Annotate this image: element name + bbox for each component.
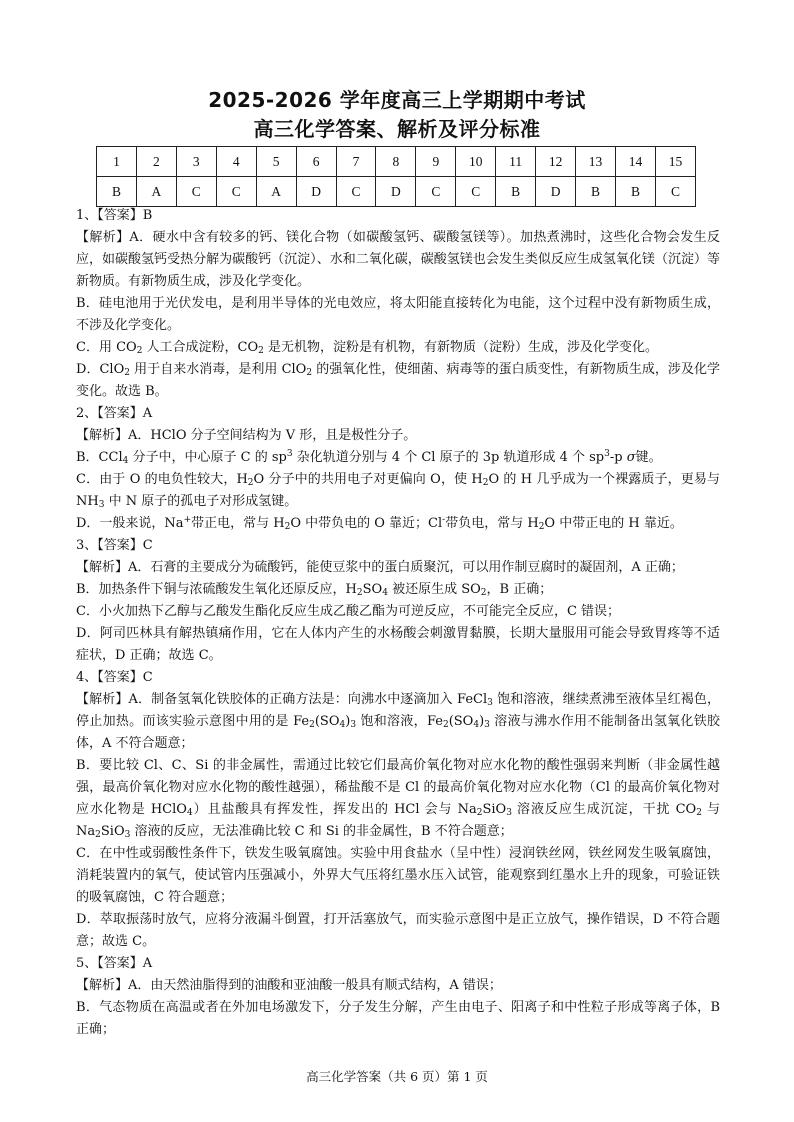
explanation-paragraph: D．萃取振荡时放气，应将分液漏斗倒置，打开活塞放气，而实验示意图中是正立放气，操作错误，D 不符合题意；故选 C。 (76, 912, 720, 949)
explanation-body (76, 205, 720, 1041)
answer-heading: 4、【答案】C (76, 670, 153, 685)
question-number-row (97, 147, 696, 177)
answer-cell: C (655, 177, 695, 207)
question-number-cell: 14 (615, 147, 655, 177)
answer-cell: B (97, 177, 137, 207)
answer-heading: 1、【答案】B (76, 208, 153, 223)
explanation-paragraph: D．阿司匹林具有解热镇痛作用，它在人体内产生的水杨酸会刺激胃黏膜，长期大量服用可能会导致胃疼等不适症状，D 正确；故选 C。 (76, 626, 720, 663)
explanation-paragraph: B．要比较 Cl、C、Si 的非金属性，需通过比较它们最高价氧化物对应水化物的酸性强弱来判断（非金属性越强，最高价氧化物对应水化物的酸性越强），稀盐酸不是 Cl 的最高价氧化物对应水化物（Cl 的最高价氧化物对应水化物是 HClO$_4$）且盐酸具有挥发性，挥发出的 HCl 会与 $Na_2SiO_3$ 溶液反应生成沉淀，干扰 $CO_2$ 与 $Na_2SiO_3$ 溶液的反应，无法准确比较 C 和 Si 的非金属性，B 不符合题意； (76, 758, 721, 840)
document-title: 2025-2026 学年度高三上学期期中考试 (208, 88, 586, 112)
answer-cell: B (496, 177, 536, 207)
question-number-cell: 13 (576, 147, 616, 177)
question-number-cell: 12 (536, 147, 576, 177)
answer-cell: C (176, 177, 216, 207)
explanation-paragraph: 【解析】A．HClO 分子空间结构为 V 形，且是极性分子。 (76, 428, 417, 443)
answer-heading: 2、【答案】A (76, 406, 153, 421)
answer-row (97, 177, 696, 207)
question-number-cell: 7 (336, 147, 376, 177)
question-number-cell: 11 (496, 147, 536, 177)
explanation-paragraph: D．ClO$_2$ 用于自来水消毒，是利用 ClO$_2$ 的强氧化性，使细菌、病毒等的蛋白质变性，有新物质生成，涉及化学变化。故选 B。 (76, 362, 721, 399)
explanation-paragraph: C．小火加热下乙醇与乙酸发生酯化反应生成乙酸乙酯为可逆反应，不可能完全反应，C 错误； (76, 604, 621, 619)
explanation-paragraph: D．一般来说，Na+带正电，常与 $H_2O$ 中带负电的 O 靠近；Cl-带负电，常与 $H_2O$ 中带正电的 H 靠近。 (76, 515, 683, 532)
explanation-paragraph: 【解析】A．硬水中含有较多的钙、镁化合物（如碳酸氢钙、碳酸氢镁等）。加热煮沸时，这些化合物会发生反应，如碳酸氢钙受热分解为碳酸钙（沉淀）、水和二氧化碳，碳酸氢镁也会发生类似反应生成氢氧化镁（沉淀）等新物质。有新物质生成，涉及化学变化。 (76, 230, 720, 289)
answer-cell: D (296, 177, 336, 207)
question-number-cell: 6 (296, 147, 336, 177)
answer-cell: C (216, 177, 256, 207)
document-subtitle: 高三化学答案、解析及评分标准 (253, 117, 541, 141)
explanation-paragraph: B．气态物质在高温或者在外加电场激发下，分子发生分解，产生由电子、阳离子和中性粒子形成等离子体，B 正确； (76, 1000, 720, 1037)
answer-cell: C (456, 177, 496, 207)
explanation-paragraph: C．用 $CO_2$ 人工合成淀粉，$CO_2$ 是无机物，淀粉是有机物，有新物质（淀粉）生成，涉及化学变化。 (76, 340, 659, 356)
explanation-paragraph: C．在中性或弱酸性条件下，铁发生吸氧腐蚀。实验中用食盐水（呈中性）浸润铁丝网，铁丝网发生吸氧腐蚀，消耗装置内的氧气，使试管内压强减小，外界大气压将红墨水压入试管，能观察到红墨水上升的现象，可验证铁的吸氧腐蚀，C 符合题意； (76, 846, 720, 905)
answer-cell: D (376, 177, 416, 207)
explanation-paragraph: B．加热条件下铜与浓硫酸发生氧化还原反应，$H_2SO_4$ 被还原生成 $SO_2$，B 正确； (76, 582, 553, 598)
explanation-paragraph: 【解析】A．石膏的主要成分为硫酸钙，能使豆浆中的蛋白质聚沉，可以用作制豆腐时的凝固剂，A 正确； (76, 560, 684, 575)
question-number-cell: 2 (136, 147, 176, 177)
question-number-cell: 3 (176, 147, 216, 177)
question-number-cell: 10 (456, 147, 496, 177)
answer-cell: B (615, 177, 655, 207)
question-number-cell: 15 (655, 147, 695, 177)
question-number-cell: 4 (216, 147, 256, 177)
answer-cell: A (256, 177, 296, 207)
explanation-paragraph: 【解析】A．制备氢氧化铁胶体的正确方法是：向沸水中逐滴加入 FeCl$_3$ 饱和溶液，继续煮沸至液体呈红褐色，停止加热。而该实验示意图中用的是 $Fe_2(SO_4)_3$ 饱和溶液，$Fe_2(SO_4)_3$ 溶液与沸水作用不能制备出氢氧化铁胶体，A 不符合题意； (76, 692, 720, 751)
page-footer: 高三化学答案（共 6 页）第 1 页 (306, 1069, 488, 1084)
answer-heading: 5、【答案】A (76, 956, 153, 971)
answer-cell: C (336, 177, 376, 207)
explanation-paragraph: B．CCl$_4$ 分子中，中心原子 C 的 $sp^3$ 杂化轨道分别与 4 个 Cl 原子的 3p 轨道形成 4 个 $sp^3-p$ σ键。 (76, 449, 662, 466)
answer-key-table (96, 146, 696, 207)
explanation-paragraph: 【解析】A．由天然油脂得到的油酸和亚油酸一般具有顺式结构，A 错误； (76, 978, 502, 993)
answer-cell: C (416, 177, 456, 207)
explanation-paragraph: B．硅电池用于光伏发电，是利用半导体的光电效应，将太阳能直接转化为电能，这个过程中没有新物质生成，不涉及化学变化。 (76, 296, 720, 333)
question-number-cell: 1 (97, 147, 137, 177)
answer-heading: 3、【答案】C (76, 538, 153, 553)
question-number-cell: 9 (416, 147, 456, 177)
question-number-cell: 5 (256, 147, 296, 177)
question-number-cell: 8 (376, 147, 416, 177)
answer-cell: B (576, 177, 616, 207)
explanation-paragraph: C．由于 O 的电负性较大，$H_2O$ 分子中的共用电子对更偏向 O，使 $H_2O$ 的 H 几乎成为一个裸露质子，更易与 $NH_3$ 中 N 原子的孤电子对形成氢键。 (76, 472, 720, 510)
answer-cell: D (536, 177, 576, 207)
answer-cell: A (136, 177, 176, 207)
